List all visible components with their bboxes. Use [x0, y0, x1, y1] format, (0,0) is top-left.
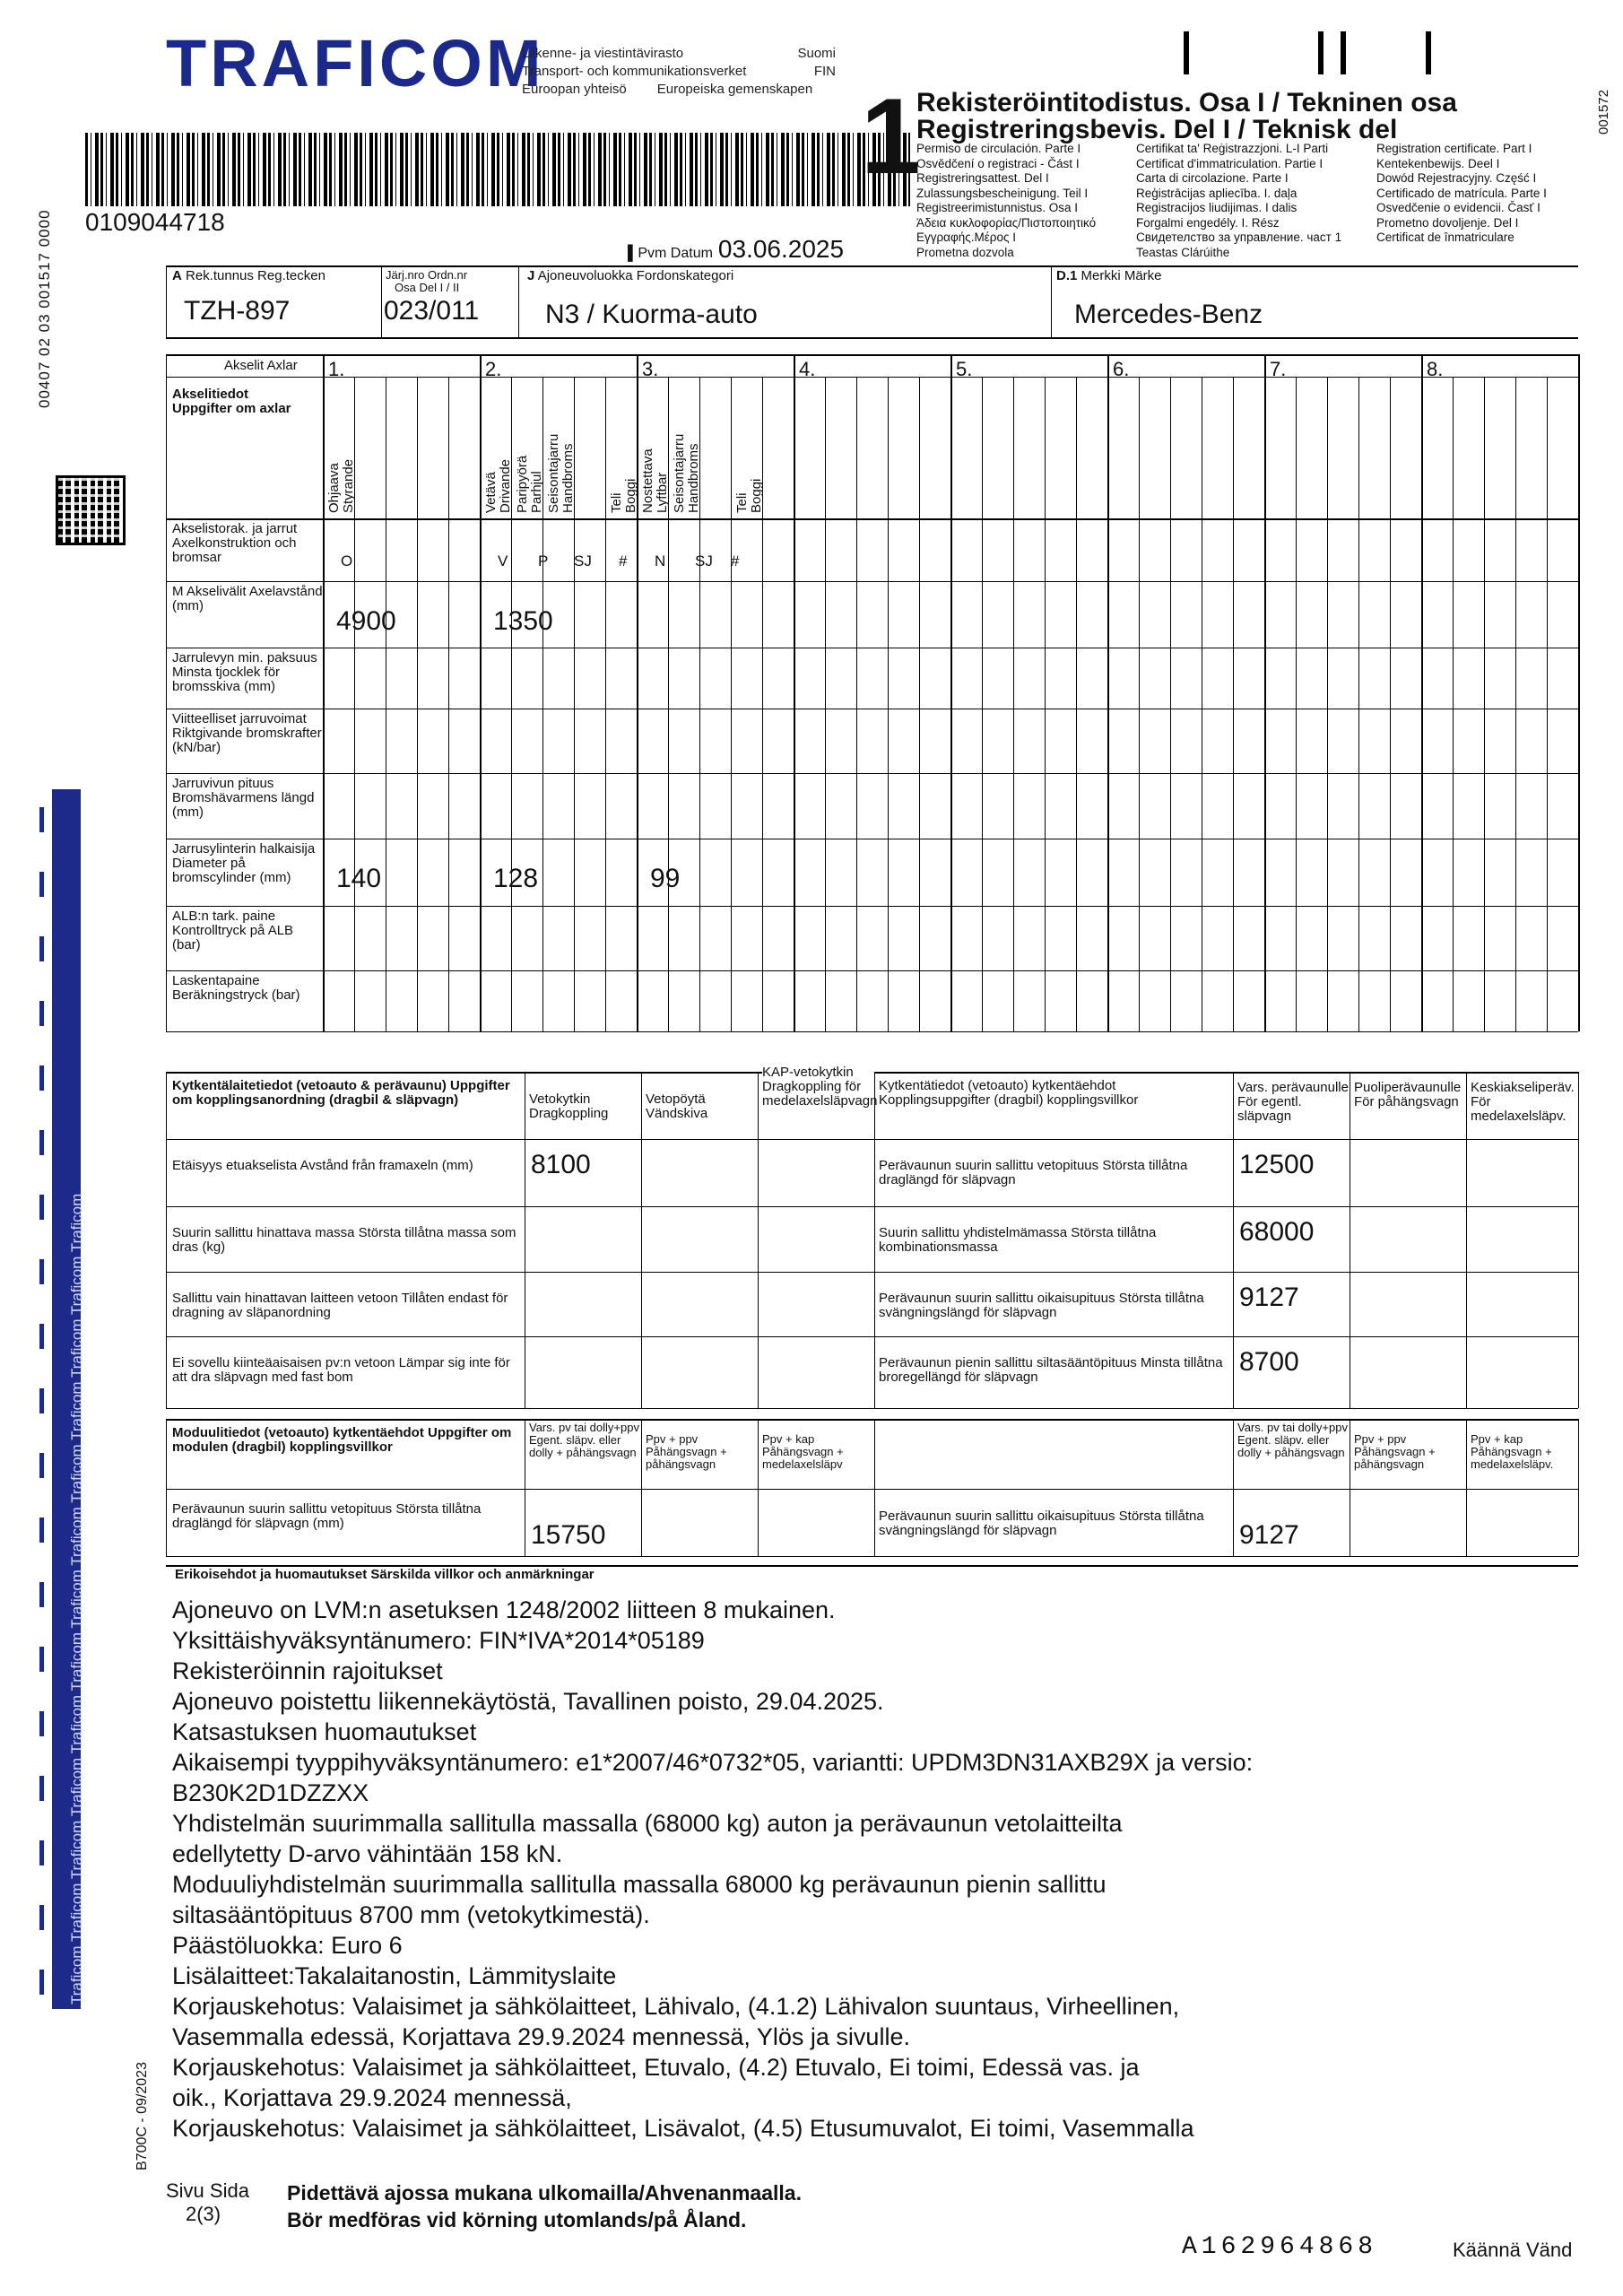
coupling-row-label: Ei sovellu kiinteäaisaisen pv:n vetoon Lämpar sig inte för att dra släpvagn med fast bom [172, 1355, 510, 1385]
language-title: Registreringsattest. Del I [916, 171, 1049, 185]
axle-number: 6. [1113, 358, 1130, 380]
axle-number: 7. [1270, 358, 1287, 380]
coupling-col-line [166, 1072, 167, 1408]
language-title: Свидетелство за управление. част 1 [1136, 230, 1342, 244]
axle-row-label: M Akselivälit Axelavstånd (mm) [172, 584, 323, 613]
agency-names [522, 45, 836, 99]
axle-col-label: Drivande [498, 458, 513, 513]
qr-code [56, 475, 126, 545]
language-title: Dowód Rejestracyjny. Część I [1376, 171, 1537, 185]
module-row-right-label: Perävaunun suurin sallittu oikaisupituus Största tillåtna svängningslängd för släpvagn [879, 1509, 1204, 1538]
coupling-row-line [166, 1272, 1578, 1273]
coupling-rcol3: Keskiakseliperäv. För medelaxelsläpv. [1471, 1080, 1575, 1124]
coupling-row-line [166, 1336, 1578, 1337]
language-title: Certificat de înmatriculare [1376, 230, 1515, 244]
axle-subcol-line [856, 377, 857, 1031]
agency-eu-fi: Euroopan yhteisö [522, 82, 627, 97]
module-row-label: Perävaunun suurin sallittu vetopituus Största tillåtna draglängd för släpvagn (mm) [172, 1501, 482, 1531]
language-title: Teastas Clárúithe [1136, 245, 1230, 259]
axle-col-label: Ohjaava [326, 463, 342, 513]
langs-col3 [1376, 142, 1601, 246]
coupling-row-label: Etäisyys etuakselista Avstånd från framaxeln (mm) [172, 1158, 473, 1173]
axle-subcol-line [1547, 377, 1548, 1031]
axle-row-line [166, 1031, 1578, 1032]
note-sv: Bör medföras vid körning utomlands/på Åland. [287, 2208, 747, 2231]
axle-row-line [166, 970, 1578, 971]
make-letter: D.1 [1056, 268, 1078, 283]
axle-col-line [1107, 354, 1109, 1031]
axle-row-label: Jarruvivun pituus Bromshävarmens längd (mm) [172, 776, 315, 820]
side-id: 001572 [1596, 89, 1611, 135]
make-value: Mercedes-Benz [1074, 300, 1263, 329]
axle-col-label: Paripyörä [515, 455, 530, 513]
axle-subcol-line [1296, 377, 1297, 1031]
axle-col-label: Handbroms [686, 443, 701, 513]
jarj-label: Järj.nro Ordn.nr [386, 268, 468, 282]
axle-col-line [637, 354, 638, 1031]
axle-row-value: 140 [336, 864, 382, 893]
module-col3: Ppv + kap Påhängsvagn + medelaxelsläpv [762, 1432, 844, 1471]
title-sv: Registreringsbevis. Del I / Teknisk del [916, 115, 1398, 144]
axles-header-label: Akselit Axlar [224, 358, 298, 373]
remark-line: Yhdistelmän suurimmalla sallitulla massalla (68000 kg) auton ja perävaunun vetolaitteilta [172, 1810, 1123, 1837]
remark-line: Korjauskehotus: Valaisimet ja sähkölaitteet, Etuvalo, (4.2) Etuvalo, Ei toimi, Edessä vas. ja [172, 2054, 1140, 2081]
coupling-row-right-label: Perävaunun suurin sallittu oikaisupituus Största tillåtna svängningslängd för släpvagn [879, 1291, 1204, 1320]
axle-row-value: P [538, 552, 549, 570]
coupling-row-label: Suurin sallittu hinattava massa Största tillåtna massa som dras (kg) [172, 1225, 516, 1255]
coupling-col-line [1466, 1072, 1467, 1408]
module-col2: Ppv + ppv Påhängsvagn + påhängsvagn [646, 1432, 727, 1471]
axle-row-value: # [619, 552, 628, 570]
strip-bar [39, 1065, 44, 1091]
axle-number: 8. [1427, 358, 1444, 380]
axle-col-label: Seisontajarru [546, 433, 561, 513]
axle-row-value: 128 [493, 864, 539, 893]
strip-bar [39, 1582, 44, 1607]
axle-subcol-line [919, 377, 920, 1031]
axle-row-label: Jarrulevyn min. paksuus Minsta tjocklek för bromsskiva (mm) [172, 650, 317, 694]
axle-subcol-line [888, 377, 889, 1031]
language-title: Registreerimistunnistus. Osa I [916, 201, 1079, 214]
coupling-row-right-value: 9127 [1239, 1283, 1299, 1312]
language-title: Forgalmi engedély. I. Rész [1136, 215, 1280, 230]
axle-number: 1. [328, 358, 345, 380]
strip-bar [39, 1776, 44, 1801]
language-title: Εγγραφής.Μέρος I [916, 230, 1016, 244]
agency-fi: Liikenne- ja viestintävirasto [522, 46, 684, 61]
page-info [166, 2179, 249, 2226]
module-col-line [1466, 1419, 1467, 1556]
coupling-col-line [1233, 1072, 1234, 1408]
make-label: Merkki Märke [1081, 268, 1162, 283]
axle-col-line [950, 354, 952, 1031]
axle-col-label: Teli [609, 492, 624, 513]
reg-letter: A [172, 268, 182, 283]
remark-line: Ajoneuvo poistettu liikennekäytöstä, Tavallinen poisto, 29.04.2025. [172, 1688, 884, 1715]
axle-col-label: Lyftbar [655, 472, 670, 513]
axle-row-line [166, 906, 1578, 907]
language-title: Kentekenbewijs. Deel I [1376, 156, 1500, 170]
strip-bar [39, 1388, 44, 1413]
remarks-title: Erikoisehdot ja huomautukset Särskilda villkor och anmärkningar [175, 1567, 595, 1582]
axle-row-line [166, 377, 1578, 378]
module-title: Moduulitiedot (vetoauto) kytkentäehdot Uppgifter om modulen (dragbil) kopplingsvillkor [172, 1425, 512, 1455]
remark-line: Rekisteröinnin rajoitukset [172, 1657, 443, 1684]
language-title: Certifikat ta' Reġistrazzjoni. L-I Parti [1136, 142, 1329, 155]
coupling-row-right-label: Suurin sallittu yhdistelmämassa Största tillåtna kombinationsmassa [879, 1225, 1157, 1255]
axle-col-label: Vetävä [483, 472, 499, 513]
part-number: 1 [861, 76, 921, 196]
axle-subcol-line [825, 377, 826, 1031]
axle-subcol-line [1327, 377, 1328, 1031]
strip-bar [39, 936, 44, 961]
axle-col-line [794, 354, 795, 1031]
axle-subcol-line [1453, 377, 1454, 1031]
remark-line: siltasääntöpituus 8700 mm (vetokytkimestä). [172, 1901, 650, 1928]
module-top-line [166, 1419, 1578, 1421]
language-title: Osvedčenie o evidencii. Časť I [1376, 201, 1541, 214]
strip-bar [39, 1711, 44, 1736]
country: Suomi [797, 46, 836, 61]
coupling-col3: KAP-vetokytkin Dragkoppling för medelaxelsläpvagn [762, 1065, 878, 1109]
axle-number: 2. [485, 358, 502, 380]
axle-row-value: N [655, 552, 666, 570]
language-title: Osvědčení o registraci - Část I [916, 156, 1080, 170]
form-code: B700C - 09/2023 [135, 2062, 150, 2170]
strip-bar [39, 807, 44, 832]
axle-subcol-line [1170, 377, 1171, 1031]
module-col-line [1233, 1419, 1234, 1556]
strip-bar [39, 1259, 44, 1284]
vertical-code: 00407 02 03 001517 0000 [36, 209, 53, 408]
axle-row-value: SJ [574, 552, 592, 570]
coupling-col-line [641, 1072, 642, 1408]
strip-bar [39, 1970, 44, 1995]
coupling-col-line [758, 1072, 759, 1408]
axle-subcol-line [417, 377, 418, 1031]
coupling-row-right-label: Perävaunun pienin sallittu siltasääntöpituus Minsta tillåtna broregellängd för släpvagn [879, 1355, 1223, 1385]
coupling-rcol1: Vars. perävaunulle För egentl. släpvagn [1237, 1080, 1349, 1124]
axle-col-label: Parhjul [529, 471, 544, 513]
language-title: Prometno dovoljenje. Del I [1376, 215, 1519, 230]
coupling-col-line [874, 1072, 875, 1408]
axle-subcol-line [605, 377, 606, 1031]
axle-col-label: Handbroms [560, 443, 576, 513]
strip-bars [39, 789, 52, 2009]
remark-line: Päästöluokka: Euro 6 [172, 1932, 403, 1959]
module-col-line [641, 1419, 642, 1556]
coupling-row-right-value: 12500 [1239, 1150, 1315, 1179]
top-bars [1184, 31, 1435, 74]
axle-col-label: Seisontajarru [672, 433, 687, 513]
strip-bar [39, 1905, 44, 1930]
coupling-row-line [166, 1206, 1578, 1207]
coupling-title: Kytkentälaitetiedot (vetoauto & perävaunu) Uppgifter om kopplingsanordning (dragbil & släpvagn) [172, 1078, 510, 1108]
module-col1: Vars. pv tai dolly+ppv Egent. släpv. eller dolly + påhängsvagn [529, 1421, 639, 1459]
module-col-line [874, 1419, 875, 1556]
axle-row-label: Jarrusylinterin halkaisija Diameter på bromscylinder (mm) [172, 841, 316, 885]
strip-bar [39, 1518, 44, 1543]
coupling-rcol2: Puoliperävaunulle För påhängsvagn [1354, 1080, 1462, 1109]
coupling-right-title: Kytkentätiedot (vetoauto) kytkentäehdot Kopplingsuppgifter (dragbil) kopplingsvillkor [879, 1078, 1139, 1108]
reg-value: TZH-897 [184, 296, 291, 326]
axle-col-label: Boggi [623, 478, 638, 513]
axle-row-value: # [731, 552, 740, 570]
axles-section-title: Akselitiedot Uppgifter om axlar [172, 387, 291, 416]
strip-bar [39, 1453, 44, 1478]
axle-row-value: 1350 [493, 606, 553, 636]
axle-subcol-line [982, 377, 983, 1031]
axle-col-line [1264, 354, 1266, 1031]
language-title: Certificat d'immatriculation. Partie I [1136, 156, 1324, 170]
carry-note [287, 2179, 802, 2233]
axle-subcol-line [762, 377, 763, 1031]
module-row-value: 15750 [531, 1520, 606, 1550]
class-letter: J [527, 268, 535, 283]
axle-number: 5. [956, 358, 973, 380]
axle-row-line [166, 518, 1578, 520]
class-value: N3 / Kuorma-auto [545, 300, 758, 329]
agency-sv: Transport- och kommunikationsverket [522, 64, 747, 79]
language-title: Registration certificate. Part I [1376, 142, 1532, 155]
axle-subcol-line [1233, 377, 1234, 1031]
coupling-row-right-value: 8700 [1239, 1347, 1299, 1377]
traficom-logo: TRAFICOM [166, 26, 545, 100]
remark-line: Lisälaitteet:Takalaitanostin, Lämmityslaite [172, 1962, 617, 1989]
axle-row-value: O [341, 552, 353, 570]
axle-subcol-line [1358, 377, 1359, 1031]
coupling-row-line [166, 1139, 1578, 1140]
language-title: Zulassungsbescheinigung. Teil I [916, 186, 1089, 200]
remark-line: oik., Korjattava 29.9.2024 mennessä, [172, 2084, 572, 2111]
module-bottom-line [166, 1556, 1578, 1557]
barcode-number: 0109044718 [85, 208, 225, 236]
strip-bar [39, 1130, 44, 1155]
language-title: Registracijos liudijimas. I dalis [1136, 201, 1298, 214]
remark-line: Vasemmalla edessä, Korjattava 29.9.2024 mennessä, Ylös ja sivulle. [172, 2023, 910, 2050]
coupling-col2: Vetopöytä Vändskiva [646, 1091, 708, 1121]
serial-number: A162964868 [1182, 2233, 1378, 2261]
jarj-value: 023/011 [384, 296, 480, 326]
axle-col-label: Nostettava [640, 448, 655, 513]
jarj-label2: Osa Del I / II [395, 281, 460, 294]
axle-col-label: Boggi [749, 478, 764, 513]
axle-subcol-line [1484, 377, 1485, 1031]
axle-row-value: 99 [650, 864, 681, 893]
module-rcol3: Ppv + kap Påhängsvagn + medelaxelsläpv. [1471, 1432, 1554, 1471]
language-title: Permiso de circulación. Parte I [916, 142, 1081, 155]
coupling-row-line [166, 1408, 1578, 1409]
axle-col-line [1578, 354, 1580, 1031]
turn-page: Käännä Vänd [1453, 2239, 1573, 2261]
axle-row-label: Akselistorak. ja jarrut Axelkonstruktion och bromsar [172, 521, 298, 565]
axle-row-value: V [498, 552, 508, 570]
module-row-right-value: 9127 [1239, 1520, 1299, 1550]
remark-line: Katsastuksen huomautukset [172, 1718, 477, 1745]
coupling-row-right-label: Perävaunun suurin sallittu vetopituus Största tillåtna draglängd för släpvagn [879, 1158, 1188, 1187]
axle-row-label: ALB:n tark. paine Kontrolltryck på ALB (bar) [172, 909, 294, 952]
axle-col-label: Teli [734, 492, 750, 513]
langs-col1 [916, 142, 1141, 260]
axle-col-line [480, 354, 482, 1031]
module-rcol2: Ppv + ppv Påhängsvagn + påhängsvagn [1354, 1432, 1436, 1471]
axle-subcol-line [1013, 377, 1014, 1031]
axle-row-line [166, 773, 1578, 774]
date-value: 03.06.2025 [717, 235, 845, 263]
remarks-list [172, 1595, 1571, 2144]
coupling-col1: Vetokytkin Dragkoppling [529, 1091, 609, 1121]
coupling-row-right-value: 68000 [1239, 1217, 1315, 1247]
strip-bar [39, 1324, 44, 1349]
class-label: Ajoneuvoluokka Fordonskategori [537, 268, 734, 283]
axle-subcol-line [1076, 377, 1077, 1031]
axle-row-label: Viitteelliset jarruvoimat Riktgivande bromskrafter (kN/bar) [172, 711, 322, 755]
axle-subcol-line [731, 377, 732, 1031]
axle-subcol-line [448, 377, 449, 1031]
strip-text: Traficom Traficom Traficom Traficom Traficom Traficom Traficom Traficom Traficom Traficom Traficom Traficom Traficom [68, 1193, 85, 2005]
coupling-row-label: Sallittu vain hinattavan laitteen vetoon Tillåten endast för dragning av släpanordning [172, 1291, 508, 1320]
remark-line: Korjauskehotus: Valaisimet ja sähkölaitteet, Lähivalo, (4.1.2) Lähivalon suuntaus, Virheellinen, [172, 1993, 1180, 2020]
language-title: Carta di circolazione. Parte I [1136, 171, 1289, 185]
strip-bar [39, 872, 44, 897]
axle-col-label: Styrande [341, 458, 356, 513]
country-code: FIN [813, 64, 836, 79]
module-col-line [166, 1419, 167, 1556]
module-col-line [758, 1419, 759, 1556]
axle-subcol-line [1390, 377, 1391, 1031]
axle-number: 4. [799, 358, 816, 380]
date-label: Pvm Datum [638, 246, 713, 261]
remark-line: Korjauskehotus: Valaisimet ja sähkölaitteet, Lisävalot, (4.5) Etusumuvalot, Ei toimi, Vasemmalla [172, 2115, 1194, 2142]
axle-top-line [166, 354, 1578, 356]
title-fi: Rekisteröintitodistus. Osa I / Tekninen osa [916, 88, 1457, 117]
axle-row-label: Laskentapaine Beräkningstryck (bar) [172, 973, 300, 1003]
language-title: Reģistrācijas apliecība. I. daļa [1136, 186, 1298, 200]
axle-row-value: SJ [695, 552, 713, 570]
axle-row-line [166, 581, 1578, 582]
module-row-line [166, 1489, 1578, 1490]
coupling-row-value: 8100 [531, 1150, 591, 1179]
axle-subcol-line [1045, 377, 1046, 1031]
remark-line: Aikaisempi tyyppihyväksyntänumero: e1*2007/46*0732*05, variantti: UPDM3DN31AXB29X ja versio: [172, 1749, 1254, 1776]
page-label: Sivu Sida [166, 2179, 249, 2202]
remark-line: edellytetty D-arvo vähintään 158 kN. [172, 1840, 563, 1867]
axle-left-line [166, 354, 167, 1031]
strip-bar [39, 1840, 44, 1866]
barcode [85, 133, 910, 206]
module-rcol1: Vars. pv tai dolly+ppv Egent. släpv. eller dolly + påhängsvagn [1237, 1421, 1348, 1459]
strip-bar [39, 1001, 44, 1026]
remark-line: Yksittäishyväksyntänumero: FIN*IVA*2014*05189 [172, 1627, 705, 1654]
axle-row-value: 4900 [336, 606, 396, 636]
strip-bar [39, 1195, 44, 1220]
reg-label: Rek.tunnus Reg.tecken [186, 268, 325, 283]
axle-col-line [1421, 354, 1423, 1031]
remark-line: Ajoneuvo on LVM:n asetuksen 1248/2002 liitteen 8 mukainen. [172, 1596, 836, 1623]
axle-subcol-line [1139, 377, 1140, 1031]
remark-line: Moduuliyhdistelmän suurimmalla sallitulla massalla 68000 kg perävaunun pienin sallittu [172, 1871, 1107, 1898]
strip-bar [39, 1647, 44, 1672]
axle-number: 3. [642, 358, 659, 380]
language-title: Certificado de matrícula. Parte I [1376, 186, 1547, 200]
langs-col2 [1136, 142, 1378, 260]
note-fi: Pidettävä ajossa mukana ulkomailla/Ahvenanmaalla. [287, 2181, 802, 2205]
axle-subcol-line [1515, 377, 1516, 1031]
language-title: Prometna dozvola [916, 245, 1014, 259]
page-value: 2(3) [186, 2203, 221, 2225]
language-title: Άδεια κυκλοφορίας/Πιστοποιητικό [916, 215, 1097, 230]
date-field: ▌Pvm Datum 03.06.2025 [628, 235, 845, 263]
certificate-title [916, 90, 1598, 144]
agency-eu-sv: Europeiska gemenskapen [656, 82, 813, 97]
remark-line: B230K2D1DZZXX [172, 1779, 369, 1806]
